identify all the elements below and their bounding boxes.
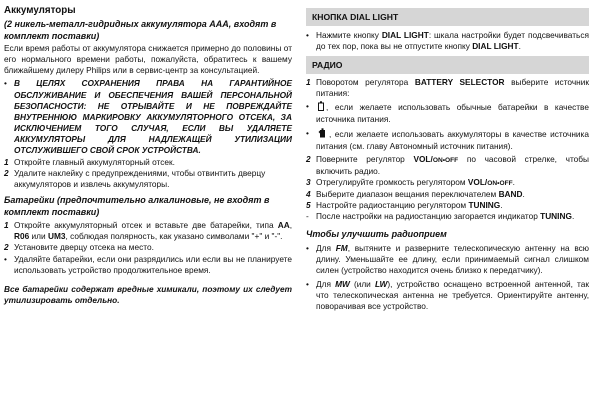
power-option-batteries: • , если желаете использовать обычные батарейки в качестве источника питания. [306,101,589,125]
step-number: 2 [4,168,9,179]
step-number: 1 [4,157,9,168]
dash-marker: - [306,211,309,222]
step-text: Поворотом регулятора BATTERY SELECTOR выберите источник питания: [316,77,590,99]
radio-step-2 [306,154,589,177]
step-number: 3 [306,176,311,187]
step-number: 2 [4,241,9,252]
step-text: Отрегулируйте громкость регулятором VOL/ON•OFF. [316,176,515,187]
tuning-indicator-note [306,211,589,222]
note-text: После настройки на радиостанцию загорается индикатор TUNING. [316,211,575,222]
step-number: 4 [306,189,311,200]
radio-step-4 [306,189,589,200]
batteries-heading: Аккумуляторы [4,5,76,16]
removal-note [4,254,292,276]
power-option-rechargeable: • , если желаете использовать аккумуляторы в качестве источника питания (см. главу Автономный источник питания). [306,127,589,151]
step-item [4,220,292,242]
note-text: Удаляйте батарейки, если они разрядились или если вы не планируете использовать устройство продолжительное время. [14,253,292,275]
improve-reception-heading: Чтобы улучшить радиоприем [306,229,447,240]
step-text: Откройте аккумуляторный отсек и вставьте две батарейки, типа AA, R06 или UM3, соблюдая полярность, как указано символами "+" и "-". [14,219,292,241]
radio-step-1 [306,77,589,99]
dial-light-instruction [306,30,589,52]
step-text: Выберите диапазон вещания переключателем BAND. [316,189,525,200]
alkaline-batteries-heading: Батарейки (предпочтительно алкалиновые, не входят в комплект поставки) [4,195,270,217]
step-item [4,168,292,190]
battery-icon [318,101,324,114]
note-bullet: • [4,253,7,264]
dial-light-header: КНОПКА DIAL LIGHT [306,8,589,26]
step-text: Поверните регулятор VOL/ON•OFF по часовой стрелке, чтобы включить радио. [316,153,589,176]
step-text: Откройте главный аккумуляторный отсек. [14,157,175,168]
warranty-warning: В ЦЕЛЯХ СОХРАНЕНИЯ ПРАВА НА ГАРАНТИЙНОЕ ОБСЛУЖИВАНИЕ И ОБЕСПЕЧЕНИЯ ВАШЕЙ ПЕРСОНАЛЬНОЙ БЕЗОПАСНОСТИ: НЕ ОТРЫВАЙТЕ И НЕ ПОВРЕЖДАЙТЕ ВНУТРЕННЮЮ МАРКИРОВКУ АККУМУЛЯТОРНОГО ОТСЕКА, ЗА ИСКЛЮЧЕНИЕМ ТОГО СЛУЧАЯ, ЕСЛИ ВЫ УДАЛЯЕТЕ АККУМУЛЯТОРЫ ДЛЯ НАДЛЕЖАЩЕЙ УТИЛИЗАЦИИ ОТСЛУЖИВШЕГО СВОЙ СРОК УСТРОЙСТВА. [14,78,292,156]
step-item [4,157,292,168]
step-number: 1 [4,219,9,230]
step-number: 5 [306,200,311,211]
radio-step-5 [306,200,589,211]
right-column [306,0,589,312]
intro-paragraph: Если время работы от аккумулятора снижается примерно до половины от его нормального времени работы, пожалуйста, обратитесь к вашему ближайшему дилеру Philips или в сервис-центр за консультацией. [4,43,292,76]
left-column [4,0,292,306]
dial-bullet: • [306,30,309,40]
disposal-note: Все батарейки содержат вредные химикали, поэтому их следует утилизировать отдельно. [4,284,292,306]
mw-lw-antenna-tip: • Для MW (или LW), устройство оснащено встроенной антенной, так что телескопическая антенна не требуется. Ориентируйте антенну, поворачивая все устройство. [306,279,589,312]
rechargeable-battery-icon [318,128,327,141]
dial-text: Нажмите кнопку DIAL LIGHT: шкала настройки будет подсвечиваться до тех пор, пока вы не отпустите кнопку DIAL LIGHT. [316,30,589,52]
rechargeable-subtitle: (2 никель-металл-гидридных аккумулятора AAA, входят в комплект поставки) [4,19,277,41]
warning-bullet: • [4,78,7,89]
step-item [4,242,292,253]
step-number: 2 [306,153,311,164]
step-number: 1 [306,77,311,88]
step-text: Настройте радиостанцию регулятором TUNING. [316,200,503,211]
step-text: Установите дверцу отсека на место. [14,241,154,252]
step-text: Удалите наклейку с предупреждениями, чтобы отвинтить дверцу аккумуляторов и извлечь аккумуляторы. [14,168,266,190]
radio-step-3 [306,177,589,189]
fm-antenna-tip: • Для FM, вытяните и разверните телескопическую антенну на всю длину. Уменьшайте ее длину, если принимаемый сигнал слишком силен (устройство находится очень близко к передатчику). [306,242,589,276]
radio-header: РАДИО [306,56,589,74]
warning-block [4,78,292,156]
